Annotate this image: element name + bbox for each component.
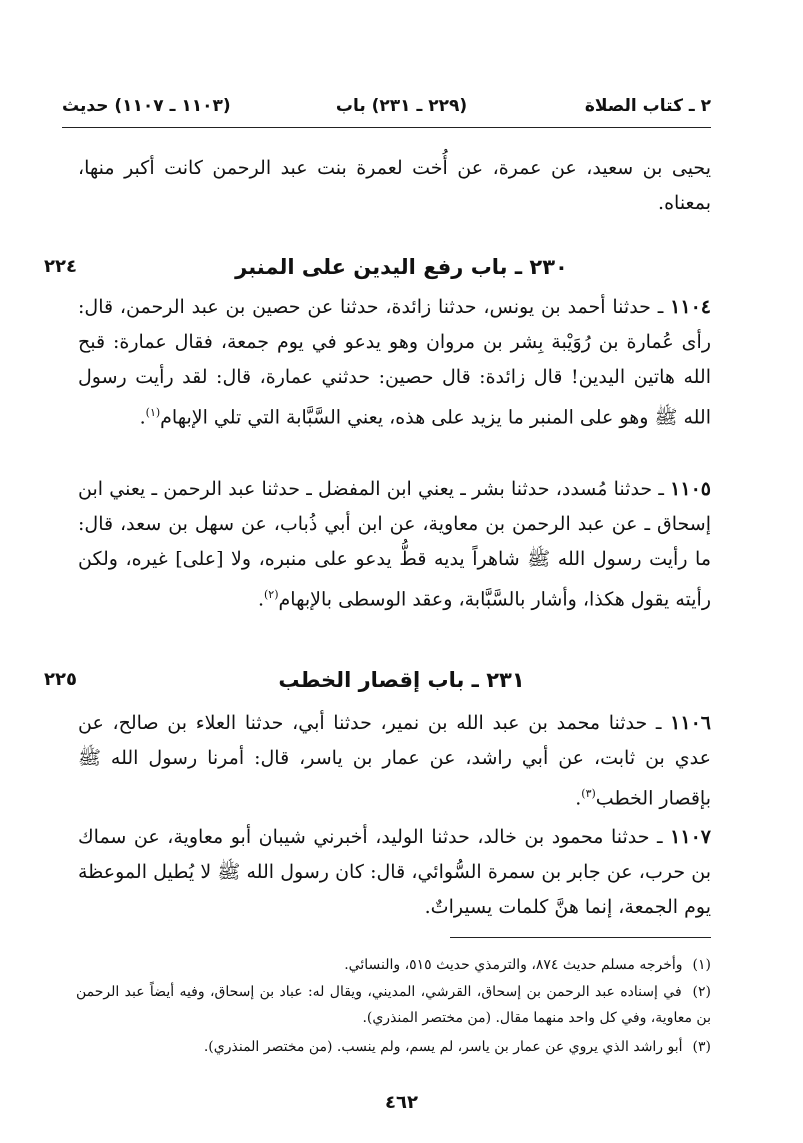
footnote-number: (٢) <box>692 984 712 1000</box>
header-rule <box>62 127 711 128</box>
hadith-end: . <box>257 588 264 611</box>
footnote-text: وأخرجه مسلم حديث ٨٧٤، والترمذي حديث ٥١٥، والنسائي. <box>344 957 683 973</box>
chapter-title: ٢٣١ ـ باب إقصار الخطب <box>278 668 525 692</box>
footnote-rule <box>450 937 711 938</box>
hadith-number: ١١٠٤ <box>670 296 711 318</box>
header-hadith-range: (١١٠٣ ـ ١١٠٧) حديث <box>62 96 231 116</box>
footnote-text: في إسناده عبد الرحمن بن إسحاق، القرشي، المديني، ويقال له: عباد بن إسحاق، وفيه أيضاً عبد الرحمن بن معاوية، وفي كل واحد منهما مقال. (من مختصر المنذري). <box>76 984 711 1026</box>
footnote-ref: (٢) <box>264 588 279 601</box>
hadith-paragraph <box>78 290 711 435</box>
header-book-title: ٢ ـ كتاب الصلاة <box>584 96 711 116</box>
hadith-paragraph <box>78 820 711 925</box>
page-number: ٤٦٢ <box>385 1092 418 1113</box>
footnote-text: أبو راشد الذي يروي عن عمار بن ياسر، لم يسم، ولم ينسب. (من مختصر المنذري). <box>203 1039 683 1055</box>
chapter-margin-number: ٢٢٤ <box>44 256 77 277</box>
hadith-text: ـ حدثنا أحمد بن يونس، حدثنا زائدة، حدثنا عن حصين بن عبد الرحمن، قال: رأى عُمارة بن رُوَيْبة بِشر بن مروان وهو يدعو في يوم جمعة، فقال عمارة: قبح الله هاتين اليدين! قال زائدة: قال حصين: حدثني عمارة، قال: لقد رأيت رسول الله ﷺ وهو على المنبر ما يزيد على هذه، يعني السَّبَّابة التي تلي الإبهام <box>78 296 711 429</box>
footnote-ref: (١) <box>145 406 161 419</box>
hadith-paragraph <box>78 706 711 816</box>
intro-paragraph: يحيى بن سعيد، عن عمرة، عن أُخت لعمرة بنت عبد الرحمن كانت أكبر منها، بمعناه. <box>78 157 711 214</box>
footnote <box>76 1034 711 1060</box>
hadith-number: ١١٠٥ <box>670 478 711 500</box>
chapter-title: ٢٣٠ ـ باب رفع اليدين على المنبر <box>235 255 568 279</box>
footnote-number: (١) <box>692 957 711 973</box>
hadith-end: . <box>139 406 146 429</box>
chapter-margin-number: ٢٢٥ <box>44 669 77 690</box>
hadith-text: ـ حدثنا محمود بن خالد، حدثنا الوليد، أخبرني شيبان أبو معاوية، عن سماك بن حرب، عن جابر بن سمرة السُّوائي، قال: كان رسول الله ﷺ لا يُطيل الموعظة يوم الجمعة، إنما هنَّ كلمات يسيراتٌ. <box>78 826 711 918</box>
header-chapter-range: (٢٢٩ ـ ٢٣١) باب <box>335 96 468 116</box>
hadith-number: ١١٠٧ <box>670 826 711 848</box>
hadith-text: ـ حدثنا محمد بن عبد الله بن نمير، حدثنا أبي، حدثنا العلاء بن صالح، عن عدي بن ثابت، عن أبي راشد، عن عمار بن ياسر، قال: أمرنا رسول الله ﷺ بإقصار الخطب <box>78 712 711 810</box>
hadith-text: ـ حدثنا مُسدد، حدثنا بشر ـ يعني ابن المفضل ـ حدثنا عبد الرحمن ـ يعني ابن إسحاق ـ عن عبد الرحمن بن معاوية، عن ابن أبي ذُباب، عن سهل بن سعد، قال: ما رأيت رسول الله ﷺ شاهراً يديه قطُّ يدعو على منبره، ولا [على] غيره، ولكن رأيته يقول هكذا، وأشار بالسَّبَّابة، وعقد الوسطى بالإبهام <box>78 478 711 611</box>
footnote <box>76 979 711 1031</box>
hadith-end: . <box>575 787 582 810</box>
footnote-number: (٣) <box>692 1039 711 1055</box>
hadith-number: ١١٠٦ <box>670 712 711 734</box>
footnote <box>76 952 711 978</box>
hadith-paragraph <box>78 472 711 617</box>
footnote-ref: (٣) <box>581 787 596 800</box>
